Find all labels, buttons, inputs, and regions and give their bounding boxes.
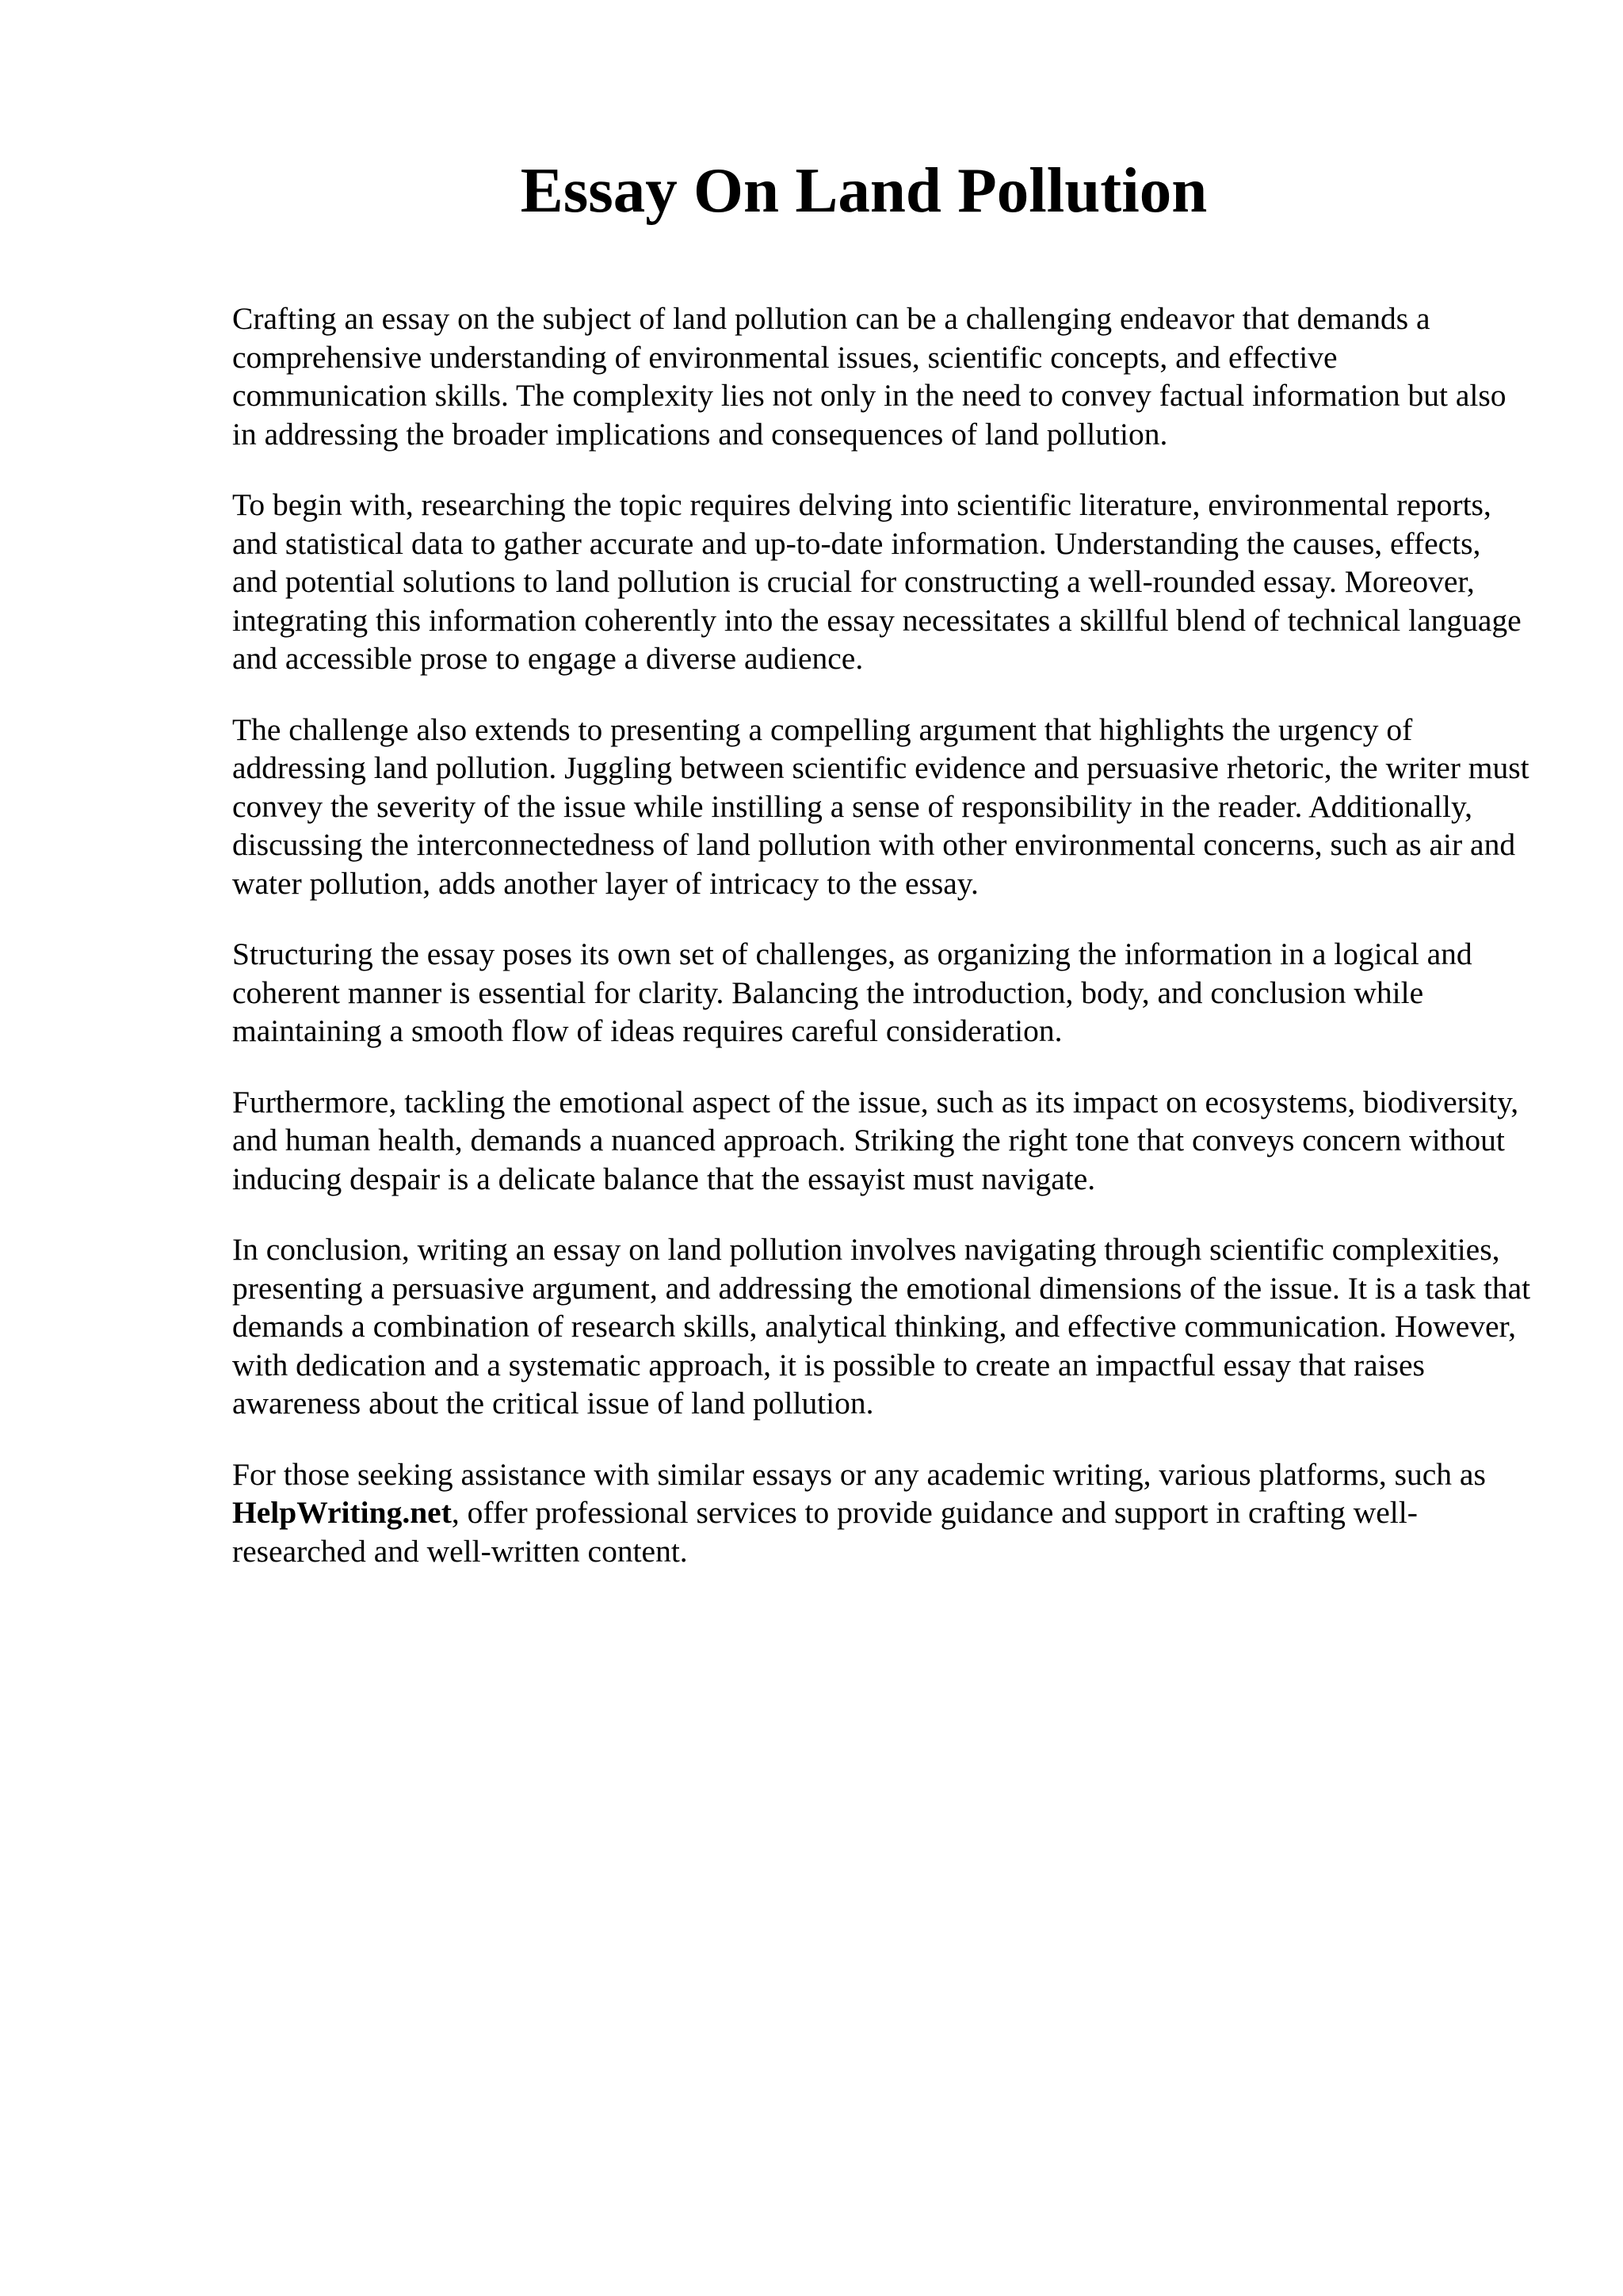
paragraph-4: Structuring the essay poses its own set of challenges, as organizing the information in a logical and coherent manner is essential for clarity. Balancing the introduction, body, and conclusion while maintaining a smooth flow of ideas requires careful consideration. bbox=[232, 936, 1472, 1048]
helpwriting-link[interactable]: HelpWriting.net bbox=[232, 1495, 452, 1530]
paragraph-1: Crafting an essay on the subject of land pollution can be a challenging endeavor that demands a comprehensive understanding of environmental issues, scientific concepts, and effective communication skills. The complexity lies not only in the need to convey factual information but also in addressing the broader implications and consequences of land pollution. bbox=[232, 301, 1507, 452]
paragraph-3: The challenge also extends to presenting a compelling argument that highlights the urgency of addressing land pollution. Juggling between scientific evidence and persuasive rhetoric, the writer must convey the severity of the issue while instilling a sense of responsibility in the reader. Additionally, discussing the interconnectedness of land pollution with other environmental concerns, such as air and water pollution, adds another layer of intricacy to the essay. bbox=[232, 711, 1529, 901]
paragraph-2: To begin with, researching the topic requires delving into scientific literature, environmental reports, and statistical data to gather accurate and up-to-date information. Understanding the causes, effects, and potential solutions to land pollution is crucial for constructing a well-rounded essay. Moreover, integrating this information coherently into the essay necessitates a skillful blend of technical language and accessible prose to engage a diverse audience. bbox=[232, 487, 1522, 676]
closing-paragraph bbox=[232, 1455, 1532, 1571]
essay-body bbox=[232, 299, 1532, 1570]
paragraph-5: Furthermore, tackling the emotional aspect of the issue, such as its impact on ecosystems, biodiversity, and human health, demands a nuanced approach. Striking the right tone that conveys concern without inducing despair is a delicate balance that the essayist must navigate. bbox=[232, 1084, 1519, 1196]
closing-text-before: For those seeking assistance with similar essays or any academic writing, various platforms, such as bbox=[232, 1456, 1486, 1492]
closing-text-after: , offer professional services to provide guidance and support in crafting well-researched and well-written content. bbox=[232, 1495, 1418, 1569]
page-title: Essay On Land Pollution bbox=[520, 154, 1208, 226]
paragraph-6: In conclusion, writing an essay on land pollution involves navigating through scientific complexities, presenting a persuasive argument, and addressing the emotional dimensions of the issue. It is a task that demands a combination of research skills, analytical thinking, and effective communication. However, with dedication and a systematic approach, it is possible to create an impactful essay that raises awareness about the critical issue of land pollution. bbox=[232, 1232, 1531, 1421]
